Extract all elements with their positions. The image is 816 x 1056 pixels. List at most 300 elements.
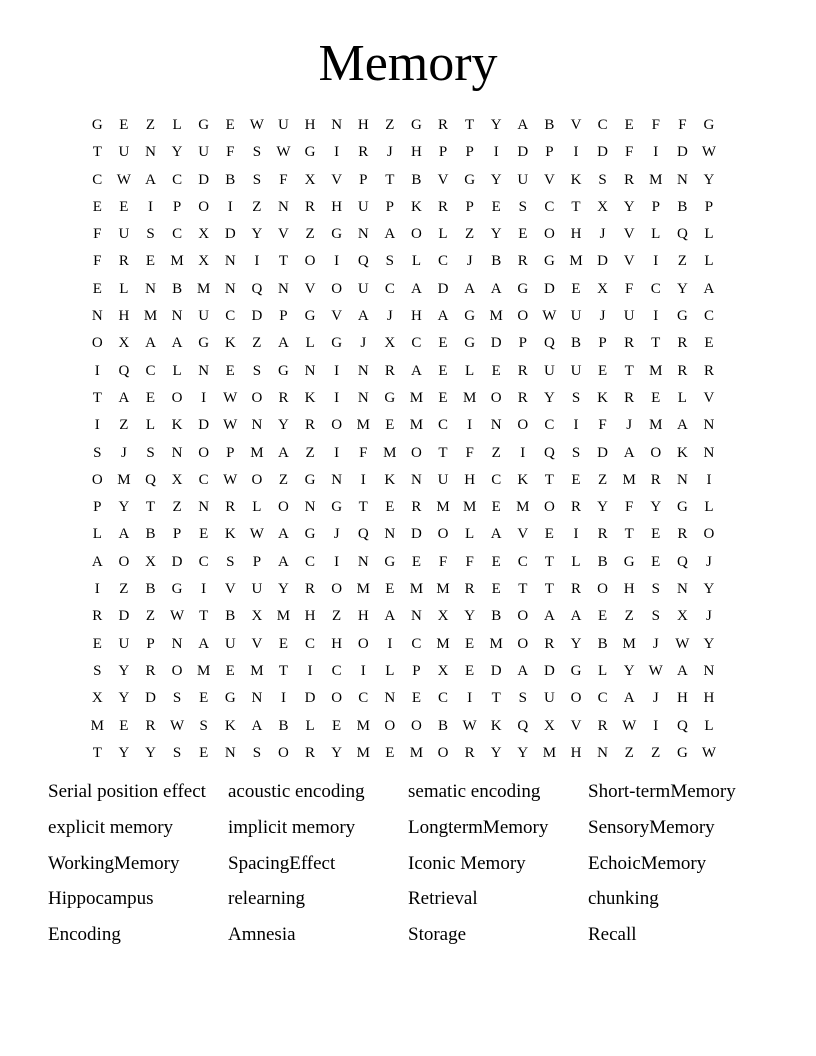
grid-letter: P bbox=[412, 662, 421, 679]
grid-letter: F bbox=[438, 553, 448, 570]
grid-letter: A bbox=[118, 526, 130, 543]
grid-letter: M bbox=[250, 662, 264, 679]
grid-letter: T bbox=[571, 198, 581, 215]
grid-letter: H bbox=[304, 608, 316, 625]
grid-letter: L bbox=[252, 499, 262, 516]
grid-letter: W bbox=[249, 117, 264, 133]
grid-letter: R bbox=[570, 499, 581, 516]
grid-letter: P bbox=[465, 144, 474, 161]
grid-letter: E bbox=[92, 198, 102, 215]
grid-letter: W bbox=[701, 144, 717, 161]
grid-letter: C bbox=[198, 553, 209, 570]
grid-letter: V bbox=[517, 526, 529, 543]
grid-letter: U bbox=[224, 635, 236, 652]
grid-letter: L bbox=[704, 717, 714, 734]
grid-letter: X bbox=[145, 553, 156, 570]
grid-letter: E bbox=[491, 553, 501, 570]
grid-letter: C bbox=[411, 335, 422, 352]
grid-letter: M bbox=[409, 744, 424, 761]
grid-letter: B bbox=[225, 608, 236, 625]
grid-letter: L bbox=[597, 662, 608, 679]
grid-letter: N bbox=[171, 444, 183, 461]
grid-letter: U bbox=[543, 690, 555, 707]
grid-letter: V bbox=[543, 171, 555, 188]
grid-letter: O bbox=[198, 198, 210, 215]
grid-letter: W bbox=[622, 717, 637, 734]
grid-letter: Z bbox=[119, 417, 129, 434]
word-list-item: Encoding bbox=[48, 924, 121, 946]
grid-letter: K bbox=[224, 526, 236, 543]
word-list-item: sematic encoding bbox=[408, 781, 541, 802]
grid-letter: C bbox=[225, 308, 236, 325]
grid-letter: E bbox=[92, 635, 102, 652]
grid-letter: T bbox=[544, 471, 554, 488]
grid-letter: T bbox=[199, 608, 209, 625]
word-list-item: WorkingMemory bbox=[48, 852, 180, 874]
grid-letter: R bbox=[677, 362, 688, 379]
grid-letter: J bbox=[706, 608, 712, 625]
grid-letter: L bbox=[172, 117, 182, 133]
grid-letter: I bbox=[147, 198, 153, 215]
grid-letter: D bbox=[118, 608, 130, 625]
grid-letter: E bbox=[544, 526, 554, 543]
grid-letter: L bbox=[172, 362, 182, 379]
grid-letter: Z bbox=[119, 581, 129, 598]
grid-letter: O bbox=[251, 389, 263, 406]
grid-letter: H bbox=[357, 608, 369, 625]
grid-letter: E bbox=[385, 417, 395, 434]
grid-letter: I bbox=[201, 581, 207, 598]
grid-letter: N bbox=[145, 280, 156, 297]
grid-letter: V bbox=[703, 389, 715, 406]
grid-letter: W bbox=[462, 717, 477, 734]
grid-letter: R bbox=[384, 362, 395, 379]
grid-letter: A bbox=[490, 526, 502, 543]
grid-letter: E bbox=[651, 526, 661, 543]
grid-letter: R bbox=[145, 662, 156, 679]
grid-letter: C bbox=[305, 553, 316, 570]
grid-letter: Y bbox=[145, 744, 156, 761]
grid-letter: V bbox=[570, 117, 582, 133]
grid-letter: Z bbox=[624, 608, 634, 625]
grid-letter: M bbox=[436, 581, 450, 598]
grid-letter: P bbox=[545, 144, 554, 161]
grid-letter: T bbox=[92, 744, 102, 761]
grid-letter: A bbox=[278, 444, 289, 461]
grid-letter: N bbox=[357, 389, 369, 406]
grid-letter: A bbox=[543, 608, 555, 625]
grid-letter: O bbox=[517, 608, 529, 625]
grid-letter: U bbox=[517, 171, 529, 188]
grid-letter: E bbox=[465, 662, 475, 679]
grid-letter: S bbox=[199, 717, 208, 734]
grid-letter: M bbox=[622, 471, 636, 488]
grid-letter: P bbox=[172, 198, 182, 215]
grid-letter: N bbox=[171, 308, 183, 325]
grid-letter: U bbox=[570, 362, 582, 379]
grid-letter: D bbox=[304, 690, 316, 707]
grid-letter: L bbox=[571, 553, 581, 570]
grid-letter: C bbox=[172, 226, 183, 243]
grid-letter: J bbox=[386, 144, 393, 161]
grid-letter: P bbox=[226, 444, 235, 461]
grid-letter: N bbox=[384, 690, 396, 707]
grid-letter: B bbox=[411, 171, 422, 188]
grid-letter: C bbox=[145, 362, 156, 379]
grid-letter: E bbox=[597, 608, 608, 625]
grid-letter: B bbox=[597, 553, 608, 570]
grid-letter: O bbox=[171, 389, 183, 406]
grid-letter: T bbox=[438, 444, 448, 461]
grid-letter: Y bbox=[623, 198, 635, 215]
grid-letter: D bbox=[437, 280, 449, 297]
grid-letter: N bbox=[198, 362, 210, 379]
grid-letter: Z bbox=[172, 499, 182, 516]
grid-letter: N bbox=[251, 690, 263, 707]
grid-letter: E bbox=[465, 635, 475, 652]
grid-letter: G bbox=[384, 389, 396, 406]
grid-letter: X bbox=[437, 662, 449, 679]
grid-letter: Z bbox=[332, 608, 342, 625]
grid-letter: C bbox=[491, 471, 502, 488]
grid-letter: T bbox=[624, 526, 634, 543]
grid-letter: C bbox=[544, 198, 555, 215]
grid-letter: S bbox=[172, 744, 182, 761]
grid-letter: Q bbox=[118, 362, 130, 379]
grid-letter: G bbox=[676, 744, 688, 761]
grid-letter: E bbox=[385, 744, 395, 761]
grid-letter: A bbox=[676, 417, 688, 434]
grid-letter: Q bbox=[357, 526, 369, 543]
grid-letter: E bbox=[651, 389, 661, 406]
grid-letter: Y bbox=[118, 662, 130, 679]
grid-letter: P bbox=[172, 526, 182, 543]
grid-letter: O bbox=[437, 526, 449, 543]
grid-letter: A bbox=[278, 335, 289, 352]
grid-letter: R bbox=[145, 717, 156, 734]
grid-letter: U bbox=[278, 117, 289, 133]
grid-letter: E bbox=[278, 635, 289, 652]
word-list-item: SpacingEffect bbox=[228, 852, 336, 874]
grid-letter: O bbox=[490, 389, 502, 406]
grid-letter: E bbox=[199, 690, 209, 707]
grid-letter: M bbox=[569, 253, 583, 270]
grid-letter: E bbox=[411, 690, 421, 707]
grid-letter: G bbox=[464, 171, 476, 188]
grid-letter: F bbox=[678, 117, 687, 133]
grid-letter: S bbox=[93, 662, 102, 679]
grid-letter: G bbox=[676, 308, 688, 325]
word-list-item: SensoryMemory bbox=[588, 816, 715, 838]
grid-letter: J bbox=[599, 226, 606, 243]
grid-letter: D bbox=[251, 308, 263, 325]
grid-letter: H bbox=[118, 308, 130, 325]
grid-letter: C bbox=[544, 417, 555, 434]
grid-letter: M bbox=[356, 744, 370, 761]
grid-letter: N bbox=[676, 171, 688, 188]
grid-letter: F bbox=[625, 280, 634, 297]
grid-letter: C bbox=[331, 662, 342, 679]
grid-letter: C bbox=[305, 635, 316, 652]
grid-letter: L bbox=[438, 226, 448, 243]
grid-letter: M bbox=[649, 417, 663, 434]
grid-letter: A bbox=[145, 171, 156, 188]
grid-letter: N bbox=[490, 417, 502, 434]
grid-letter: R bbox=[517, 389, 528, 406]
word-list-item: EchoicMemory bbox=[588, 852, 707, 874]
grid-letter: U bbox=[570, 308, 582, 325]
grid-letter: A bbox=[278, 526, 289, 543]
grid-letter: Z bbox=[491, 444, 501, 461]
grid-letter: Y bbox=[676, 280, 688, 297]
grid-letter: H bbox=[411, 308, 422, 325]
grid-letter: F bbox=[625, 144, 634, 161]
grid-letter: B bbox=[491, 253, 502, 270]
grid-letter: U bbox=[251, 581, 263, 598]
word-list-item: Retrieval bbox=[408, 888, 478, 910]
grid-letter: O bbox=[411, 717, 422, 734]
grid-letter: C bbox=[172, 171, 183, 188]
grid-letter: G bbox=[224, 690, 236, 707]
word-list-item: Amnesia bbox=[228, 924, 296, 946]
grid-letter: Q bbox=[145, 471, 156, 488]
grid-letter: Y bbox=[703, 171, 715, 188]
grid-letter: I bbox=[334, 362, 340, 379]
grid-letter: P bbox=[279, 308, 288, 325]
grid-letter: K bbox=[676, 444, 688, 461]
grid-letter: E bbox=[518, 226, 528, 243]
grid-letter: J bbox=[466, 253, 473, 270]
grid-letter: Y bbox=[490, 226, 502, 243]
grid-letter: O bbox=[570, 690, 582, 707]
grid-letter: C bbox=[198, 471, 209, 488]
grid-letter: W bbox=[249, 526, 264, 543]
grid-letter: L bbox=[465, 526, 475, 543]
grid-letter: Y bbox=[703, 635, 715, 652]
grid-letter: E bbox=[199, 744, 209, 761]
grid-letter: H bbox=[464, 471, 476, 488]
grid-letter: J bbox=[652, 635, 659, 652]
grid-letter: O bbox=[278, 744, 289, 761]
grid-letter: C bbox=[411, 635, 422, 652]
grid-letter: O bbox=[118, 553, 130, 570]
grid-letter: R bbox=[305, 198, 316, 215]
grid-letter: X bbox=[251, 608, 263, 625]
grid-letter: G bbox=[464, 308, 476, 325]
grid-letter: R bbox=[438, 117, 449, 133]
grid-letter: Y bbox=[118, 744, 130, 761]
grid-letter: V bbox=[623, 226, 635, 243]
grid-letter: E bbox=[225, 117, 235, 133]
word-list-item: acoustic encoding bbox=[228, 781, 365, 802]
grid-letter: N bbox=[304, 362, 316, 379]
grid-letter: G bbox=[331, 226, 343, 243]
grid-letter: X bbox=[597, 198, 608, 215]
grid-letter: B bbox=[225, 171, 236, 188]
grid-letter: O bbox=[411, 226, 422, 243]
grid-letter: S bbox=[252, 362, 262, 379]
grid-letter: R bbox=[544, 635, 555, 652]
grid-letter: Y bbox=[278, 581, 289, 598]
grid-letter: M bbox=[383, 444, 397, 461]
grid-letter: V bbox=[570, 717, 582, 734]
grid-letter: I bbox=[280, 690, 286, 707]
grid-letter: Y bbox=[331, 744, 343, 761]
grid-letter: O bbox=[331, 280, 343, 297]
grid-letter: U bbox=[118, 226, 130, 243]
grid-letter: E bbox=[92, 280, 102, 297]
grid-letter: D bbox=[411, 526, 422, 543]
grid-letter: J bbox=[360, 335, 367, 352]
grid-letter: A bbox=[411, 280, 422, 297]
grid-letter: Y bbox=[650, 499, 662, 516]
grid-letter: Z bbox=[252, 198, 262, 215]
grid-letter: H bbox=[570, 226, 582, 243]
grid-letter: P bbox=[385, 198, 394, 215]
grid-letter: A bbox=[676, 662, 688, 679]
grid-letter: D bbox=[597, 253, 608, 270]
grid-letter: Z bbox=[677, 253, 687, 270]
grid-letter: M bbox=[409, 417, 424, 434]
grid-letter: G bbox=[91, 117, 103, 133]
grid-letter: F bbox=[625, 499, 634, 516]
grid-letter: W bbox=[169, 608, 185, 625]
grid-letter: G bbox=[623, 553, 635, 570]
grid-letter: Y bbox=[251, 226, 263, 243]
grid-letter: A bbox=[437, 308, 449, 325]
grid-letter: W bbox=[542, 308, 557, 325]
grid-letter: M bbox=[250, 444, 264, 461]
grid-letter: Y bbox=[517, 744, 529, 761]
grid-letter: M bbox=[170, 253, 184, 270]
grid-letter: C bbox=[358, 690, 369, 707]
grid-letter: F bbox=[598, 417, 607, 434]
grid-letter: P bbox=[438, 144, 448, 161]
grid-letter: G bbox=[304, 308, 316, 325]
grid-letter: U bbox=[198, 144, 210, 161]
grid-letter: H bbox=[331, 635, 343, 652]
word-list-item: LongtermMemory bbox=[408, 816, 549, 838]
grid-letter: F bbox=[359, 444, 368, 461]
grid-letter: S bbox=[93, 444, 102, 461]
grid-letter: N bbox=[224, 744, 236, 761]
grid-letter: B bbox=[438, 717, 449, 734]
grid-letter: R bbox=[517, 362, 528, 379]
grid-letter: D bbox=[597, 444, 608, 461]
grid-letter: Z bbox=[305, 444, 315, 461]
grid-letter: R bbox=[438, 198, 449, 215]
grid-letter: O bbox=[198, 444, 210, 461]
grid-letter: G bbox=[304, 144, 316, 161]
grid-letter: P bbox=[93, 499, 102, 516]
grid-letter: V bbox=[331, 171, 343, 188]
grid-letter: N bbox=[357, 362, 369, 379]
grid-letter: O bbox=[331, 690, 343, 707]
grid-letter: M bbox=[489, 635, 503, 652]
grid-letter: O bbox=[91, 471, 103, 488]
grid-letter: O bbox=[517, 417, 529, 434]
grid-letter: E bbox=[225, 662, 235, 679]
word-list-item: explicit memory bbox=[48, 816, 174, 838]
grid-letter: W bbox=[223, 471, 238, 488]
grid-letter: S bbox=[252, 144, 262, 161]
grid-letter: Y bbox=[118, 499, 130, 516]
grid-letter: A bbox=[570, 608, 582, 625]
grid-letter: L bbox=[145, 417, 156, 434]
grid-letter: N bbox=[171, 635, 183, 652]
grid-letter: A bbox=[357, 308, 369, 325]
grid-letter: J bbox=[706, 553, 712, 570]
grid-letter: D bbox=[490, 335, 502, 352]
grid-letter: P bbox=[359, 171, 368, 188]
grid-letter: U bbox=[118, 144, 130, 161]
grid-letter: N bbox=[224, 280, 236, 297]
grid-letter: I bbox=[387, 635, 393, 652]
grid-letter: A bbox=[91, 553, 103, 570]
grid-letter: F bbox=[465, 553, 474, 570]
grid-letter: N bbox=[224, 253, 236, 270]
grid-letter: F bbox=[279, 171, 288, 188]
grid-letter: C bbox=[438, 417, 449, 434]
grid-letter: R bbox=[624, 171, 635, 188]
letter-grid bbox=[84, 114, 722, 769]
grid-letter: P bbox=[651, 198, 660, 215]
grid-letter: E bbox=[438, 362, 448, 379]
grid-letter: B bbox=[145, 526, 156, 543]
grid-letter: I bbox=[201, 389, 207, 406]
grid-letter: E bbox=[571, 471, 581, 488]
grid-letter: U bbox=[198, 308, 210, 325]
grid-letter: I bbox=[94, 417, 100, 434]
grid-letter: N bbox=[676, 581, 688, 598]
grid-letter: L bbox=[704, 226, 714, 243]
grid-letter: L bbox=[704, 499, 714, 516]
grid-letter: I bbox=[94, 581, 100, 598]
grid-letter: B bbox=[278, 717, 289, 734]
grid-letter: O bbox=[650, 444, 662, 461]
grid-letter: N bbox=[278, 280, 289, 297]
grid-letter: X bbox=[437, 608, 449, 625]
grid-letter: K bbox=[570, 171, 582, 188]
word-list-item: Storage bbox=[408, 924, 467, 946]
grid-letter: M bbox=[649, 171, 663, 188]
grid-letter: T bbox=[491, 690, 501, 707]
grid-letter: R bbox=[650, 471, 661, 488]
grid-letter: I bbox=[653, 717, 659, 734]
grid-letter: M bbox=[409, 389, 424, 406]
grid-letter: S bbox=[571, 444, 581, 461]
grid-letter: T bbox=[624, 362, 634, 379]
grid-letter: B bbox=[491, 608, 502, 625]
grid-letter: A bbox=[623, 690, 635, 707]
grid-letter: S bbox=[172, 690, 182, 707]
grid-letter: Y bbox=[623, 662, 635, 679]
grid-letter: R bbox=[624, 389, 635, 406]
grid-letter: M bbox=[649, 362, 663, 379]
grid-letter: G bbox=[198, 335, 210, 352]
grid-letter: Z bbox=[252, 335, 262, 352]
grid-letter: L bbox=[465, 362, 475, 379]
grid-letter: Z bbox=[385, 117, 395, 133]
grid-letter: M bbox=[462, 389, 477, 406]
grid-letter: T bbox=[518, 581, 528, 598]
grid-letter: I bbox=[467, 417, 473, 434]
grid-letter: E bbox=[597, 362, 608, 379]
grid-letter: S bbox=[146, 226, 155, 243]
word-list-item: Hippocampus bbox=[48, 888, 154, 910]
grid-letter: J bbox=[652, 690, 659, 707]
grid-letter: S bbox=[252, 744, 262, 761]
